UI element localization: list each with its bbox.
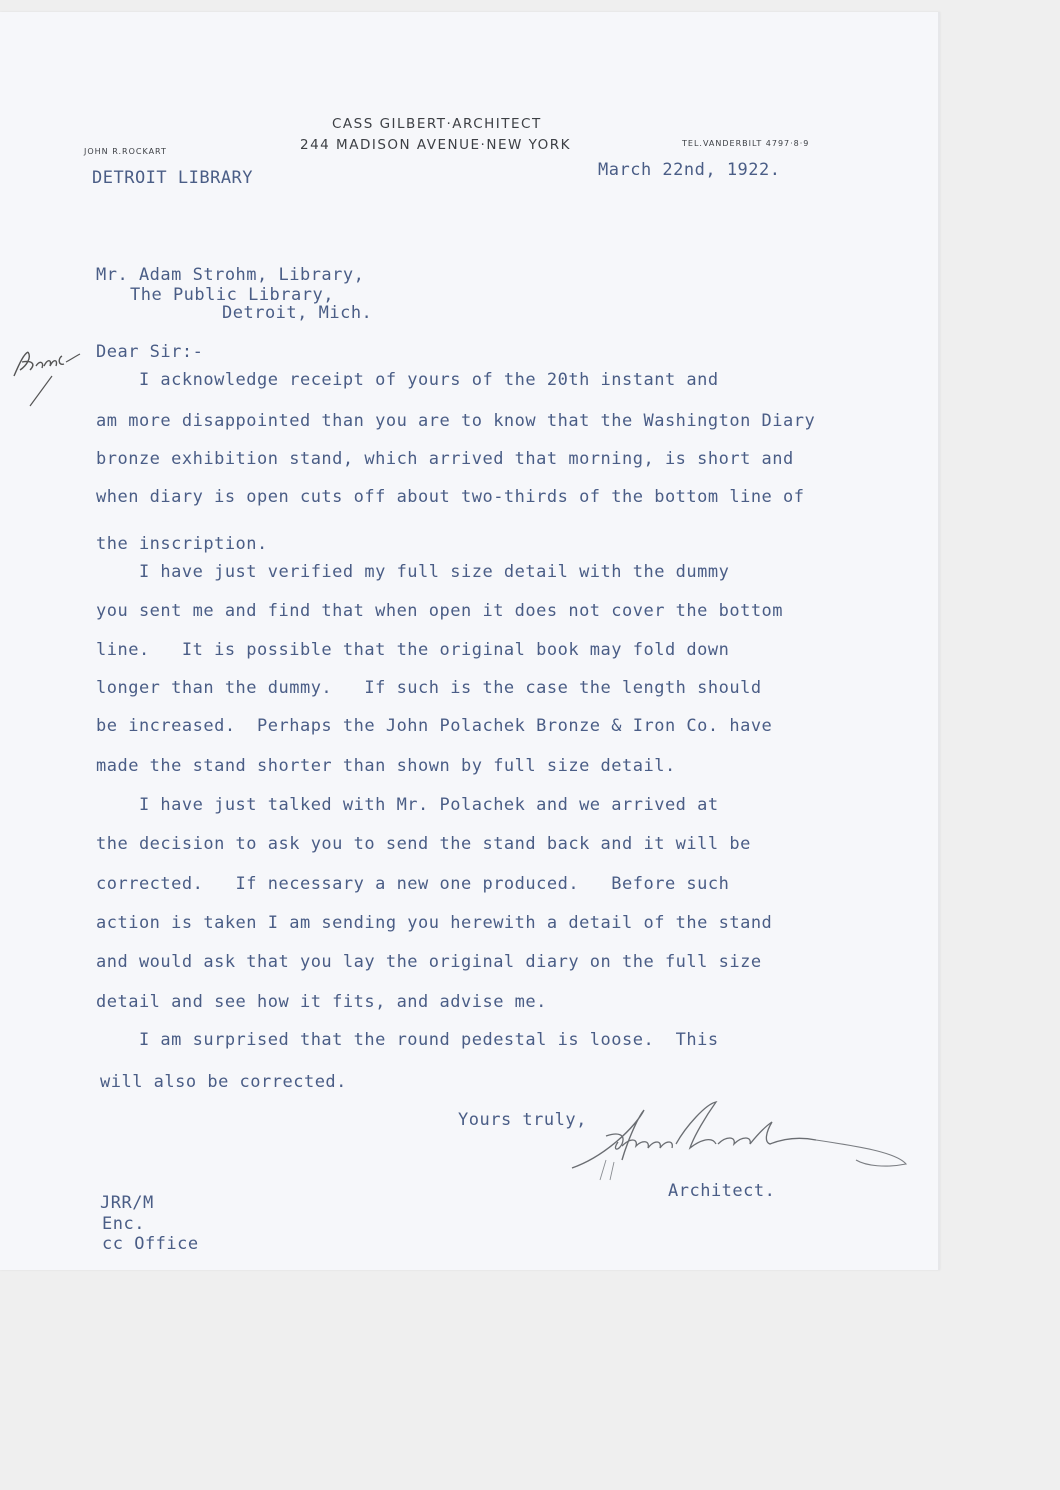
recipient-line-2: The Public Library, — [130, 285, 334, 305]
body-line: be increased. Perhaps the John Polachek Bronze & Iron Co. have — [96, 716, 773, 736]
margin-handwritten-note — [6, 332, 86, 412]
signer-title: Architect. — [668, 1181, 776, 1201]
body-line: made the stand shorter than shown by full size detail. — [96, 756, 676, 776]
reference-initials: JRR/M — [100, 1193, 154, 1213]
body-line: I acknowledge receipt of yours of the 20th instant and — [96, 370, 719, 390]
body-line: longer than the dummy. If such is the case the length should — [96, 678, 762, 698]
body-line: bronze exhibition stand, which arrived that morning, is short and — [96, 449, 794, 469]
body-line: am more disappointed than you are to know that the Washington Diary — [96, 411, 816, 431]
letterhead-left-name: JOHN R.ROCKART — [84, 147, 167, 156]
project-reference: DETROIT LIBRARY — [92, 168, 254, 188]
recipient-line-3: Detroit, Mich. — [222, 303, 373, 323]
letterhead-phone: TEL.VANDERBILT 4797·8·9 — [682, 139, 810, 148]
body-line: and would ask that you lay the original diary on the full size — [96, 952, 762, 972]
body-line: detail and see how it fits, and advise me. — [96, 992, 547, 1012]
body-line: action is taken I am sending you herewith a detail of the stand — [96, 913, 773, 933]
body-line: line. It is possible that the original book may fold down — [96, 640, 730, 660]
enclosure-note: Enc. — [102, 1214, 145, 1234]
body-line: will also be corrected. — [100, 1072, 347, 1092]
body-line: I am surprised that the round pedestal is loose. This — [96, 1030, 719, 1050]
carbon-copy-note: cc Office — [102, 1234, 199, 1254]
body-line: you sent me and find that when open it does not cover the bottom — [96, 601, 784, 621]
letterhead-address: 244 MADISON AVENUE·NEW YORK — [300, 137, 571, 153]
body-line: I have just talked with Mr. Polachek and we arrived at — [96, 795, 719, 815]
body-line: the decision to ask you to send the stand back and it will be — [96, 834, 751, 854]
body-line: corrected. If necessary a new one produced. Before such — [96, 874, 730, 894]
body-line: I have just verified my full size detail with the dummy — [96, 562, 730, 582]
letter-date: March 22nd, 1922. — [598, 160, 781, 180]
salutation: Dear Sir:- — [96, 342, 204, 362]
valediction: Yours truly, — [458, 1110, 587, 1130]
handwritten-signature — [566, 1096, 916, 1186]
body-line: when diary is open cuts off about two-thirds of the bottom line of — [96, 487, 805, 507]
letterhead-title: CASS GILBERT·ARCHITECT — [332, 116, 542, 132]
recipient-line-1: Mr. Adam Strohm, Library, — [96, 265, 365, 285]
body-line: the inscription. — [96, 534, 268, 554]
